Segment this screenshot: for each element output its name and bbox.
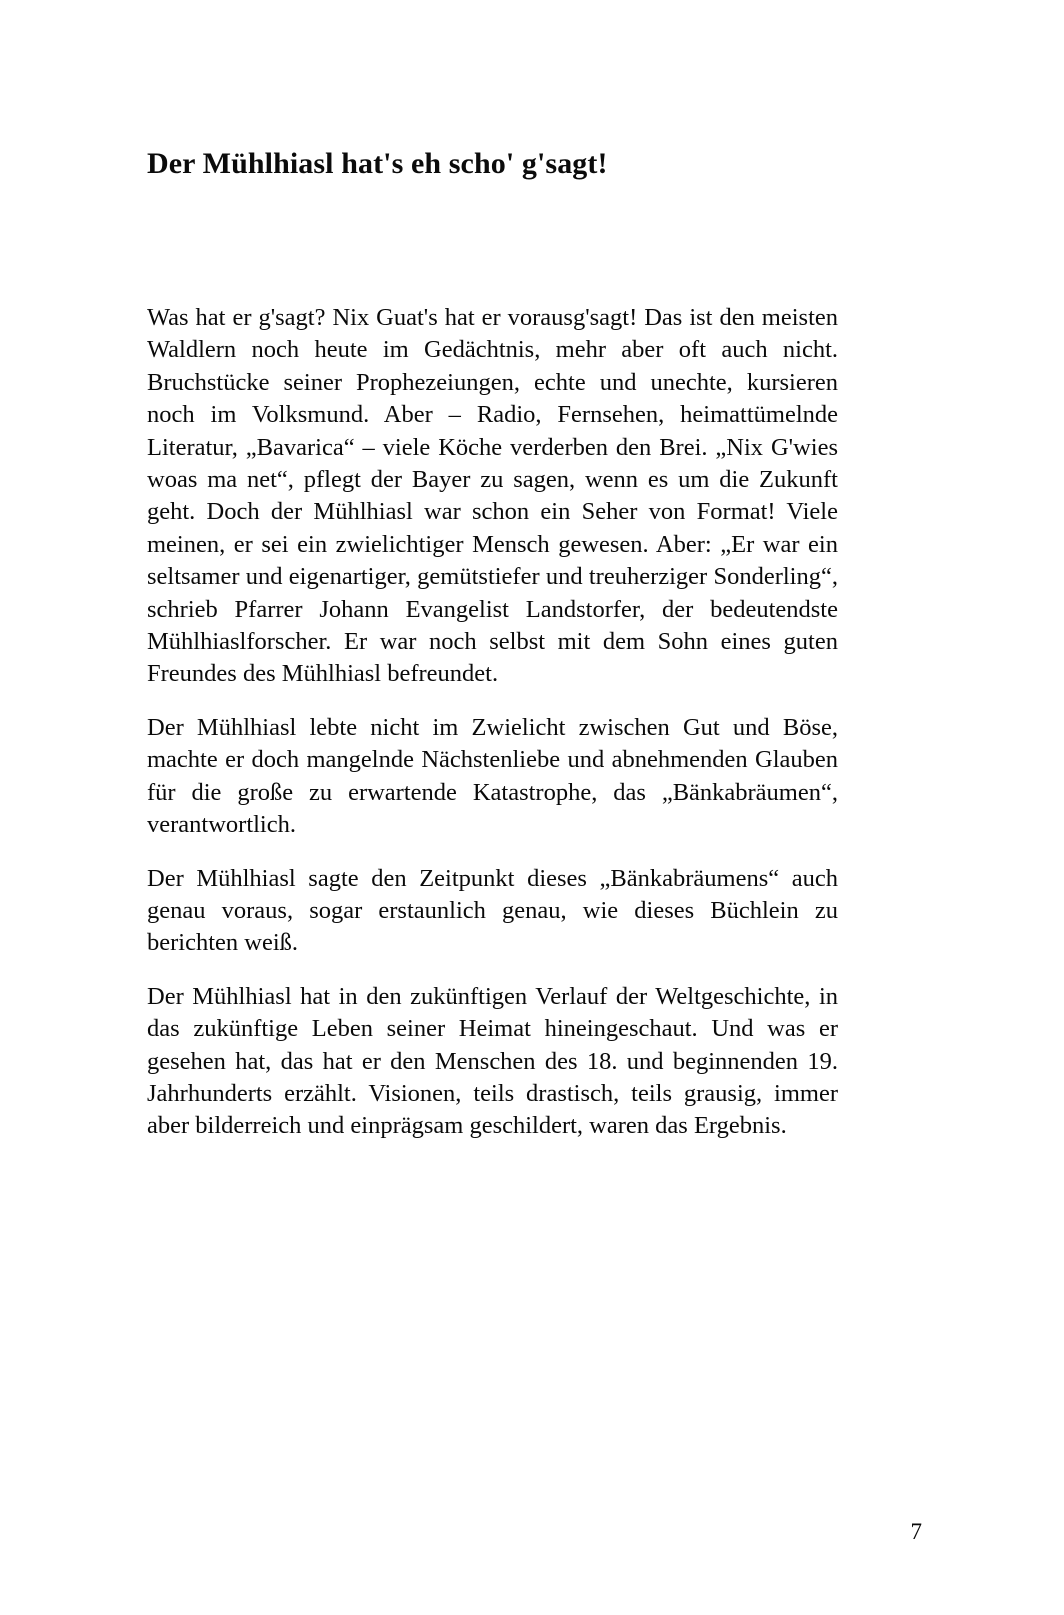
body-text [147, 182, 838, 1143]
paragraph: Der Mühlhiasl sagte den Zeitpunkt dieses „Bänkabräumens“ auch genau voraus, sogar erstaunlich genau, wie dieses Büchlein zu berichten weiß. [147, 864, 838, 957]
page-number: 7 [910, 1519, 922, 1544]
paragraph: Der Mühlhiasl lebte nicht im Zwielicht zwischen Gut und Böse, machte er doch mangelnde Nächstenliebe und abnehmenden Glauben für die große zu erwartende Katastrophe, das „Bänkabräumen“, verantwortlich. [147, 713, 838, 839]
text-column [147, 0, 838, 1143]
paragraph: Der Mühlhiasl hat in den zukünftigen Verlauf der Weltgeschichte, in das zukünftige Leben seiner Heimat hineingeschaut. Und was er gesehen hat, das hat er den Menschen des 18. und beginnenden 19. Jahrhunderts erzählt. Visionen, teils drastisch, teils grausig, immer aber bilderreich und einprägsam geschildert, waren das Ergebnis. [147, 982, 838, 1140]
paragraph: Was hat er g'sagt? Nix Guat's hat er vorausg'sagt! Das ist den meisten Waldlern noch heute im Gedächtnis, mehr aber oft auch nicht. Bruchstücke seiner Prophezeiungen, echte und unechte, kursieren noch im Volksmund. Aber – Radio, Fernsehen, heimattümelnde Literatur, „Bavarica“ – viele Köche verderben den Brei. „Nix G'wies woas ma net“, pflegt der Bayer zu sagen, wenn es um die Zukunft geht. Doch der Mühlhiasl war schon ein Seher von Format! Viele meinen, er sei ein zwielichtiger Mensch gewesen. Aber: „Er war ein seltsamer und eigenartiger, gemütstiefer und treuherziger Sonderling“, schrieb Pfarrer Johann Evangelist Landstorfer, der bedeutendste Mühlhiaslforscher. Er war noch selbst mit dem Sohn eines guten Freundes des Mühlhiasl befreundet. [147, 304, 838, 688]
page-title: Der Mühlhiasl hat's eh scho' g'sagt! [147, 147, 608, 180]
